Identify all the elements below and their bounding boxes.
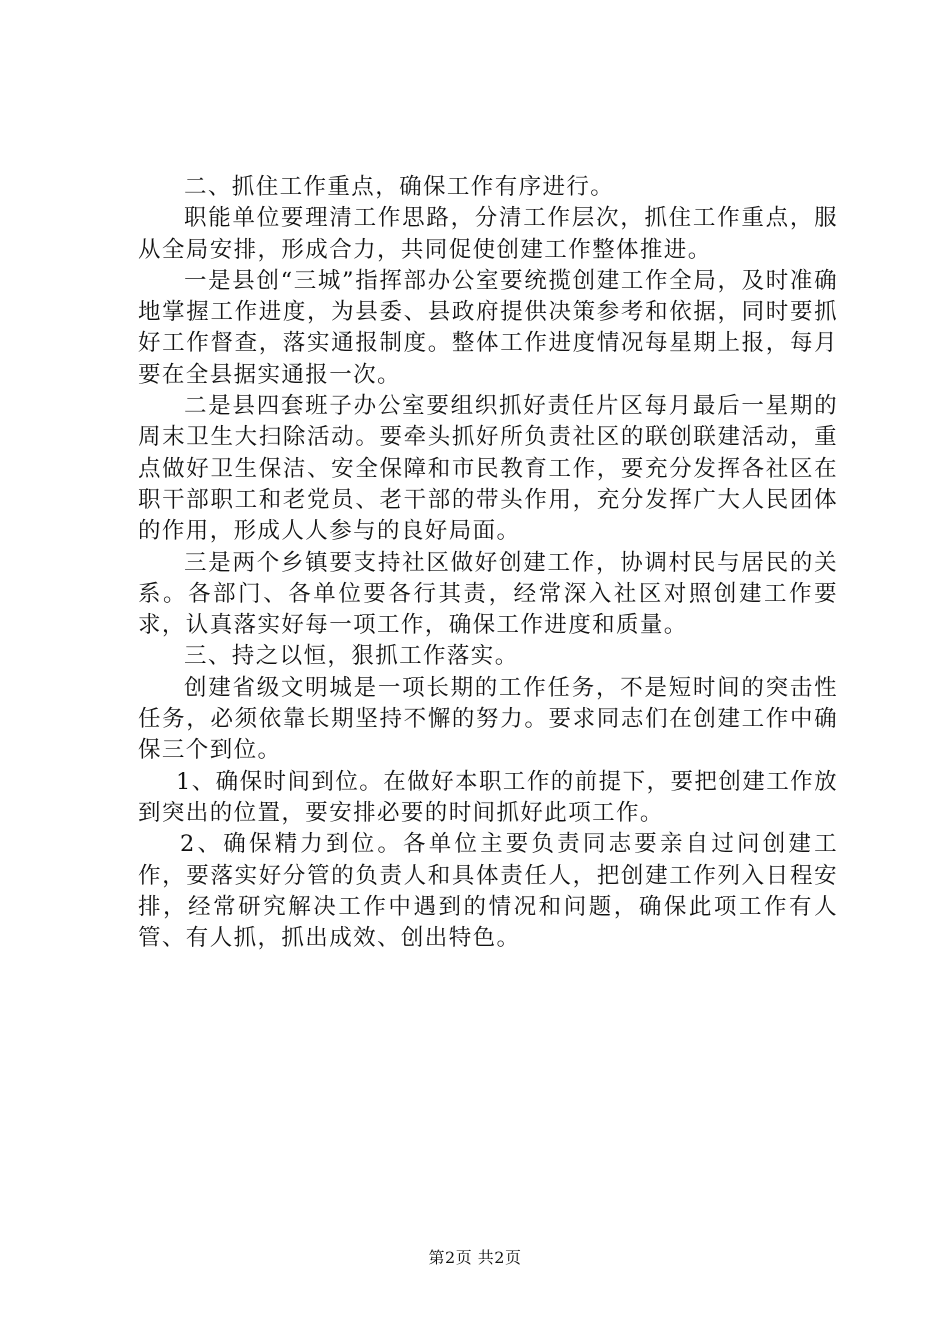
section-heading-2: 二、抓住工作重点，确保工作有序进行。	[184, 174, 615, 200]
paragraph: 职能单位要理清工作思路，分清工作层次，抓住工作重点，服从全局安排，形成合力，共同促使创建工作整体推进。	[138, 205, 838, 263]
paragraph: 创建省级文明城是一项长期的工作任务，不是短时间的突击性任务，必须依靠长期坚持不懈的努力。要求同志们在创建工作中确保三个到位。	[138, 674, 838, 764]
paragraph: 三是两个乡镇要支持社区做好创建工作，协调村民与居民的关系。各部门、各单位要各行其责，经常深入社区对照创建工作要求，认真落实好每一项工作，确保工作进度和质量。	[138, 549, 838, 639]
section-heading-3: 三、持之以恒，狠抓工作落实。	[184, 643, 519, 670]
paragraph: 一是县创“三城”指挥部办公室要统揽创建工作全局，及时准确地掌握工作进度，为县委、县政府提供决策参考和依据，同时要抓好工作督查，落实通报制度。整体工作进度情况每星期上报，每月要在全县据实通报一次。	[138, 267, 838, 388]
document-body	[138, 172, 838, 954]
page-number-footer: 第2页 共2页	[428, 1248, 522, 1267]
paragraph: 二是县四套班子办公室要组织抓好责任片区每月最后一星期的周末卫生大扫除活动。要牵头抓好所负责社区的联创联建活动，重点做好卫生保洁、安全保障和市民教育工作，要充分发挥各社区在职干部职工和老党员、老干部的带头作用，充分发挥广大人民团体的作用，形成人人参与的良好局面。	[138, 393, 838, 545]
list-item: 2、确保精力到位。各单位主要负责同志要亲自过问创建工作，要落实好分管的负责人和具体责任人，把创建工作列入日程安排，经常研究解决工作中遇到的情况和问题，确保此项工作有人管、有人抓，抓出成效、创出特色。	[138, 831, 838, 952]
list-item: 1、确保时间到位。在做好本职工作的前提下，要把创建工作放到突出的位置，要安排必要的时间抓好此项工作。	[138, 768, 838, 826]
